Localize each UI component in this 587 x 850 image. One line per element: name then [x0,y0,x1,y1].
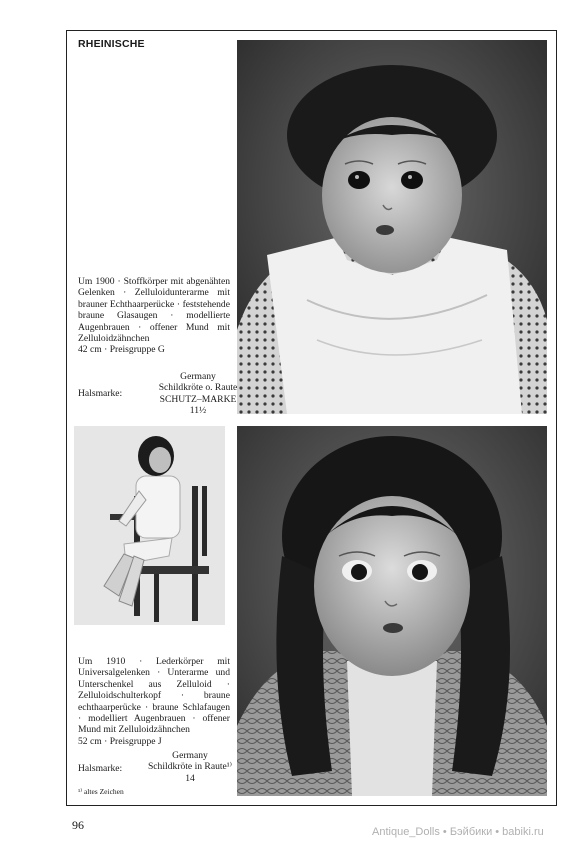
entry-2-mark-line: Schildkröte in Raute¹⁾ [147,761,233,773]
entry-1-mark-line: Schildkröte o. Raute [158,382,238,394]
entry-1-mark-line: SCHUTZ–MARKE [159,393,237,405]
footnote: ¹⁾ altes Zeichen [78,787,124,796]
doll-photo-1910 [237,426,547,796]
entry-2-mark-label: Halsmarke: [78,763,123,774]
entry-1-mark-line: 11½ [189,405,207,417]
section-header: RHEINISCHE [78,38,145,50]
entry-2-mark-line: Germany [172,750,208,761]
entry-1-mark-line: Germany [180,371,216,382]
watermark: Antique_Dolls • Бэйбики • babiki.ru [372,826,544,838]
doll-photo-1900 [237,40,547,414]
entry-2-description [78,656,230,747]
entry-1-mark-label: Halsmarke: [78,388,123,399]
entry-1-description [78,276,230,356]
entry-2-size: 52 cm · Preisgruppe J [78,735,162,747]
page-number: 96 [72,818,84,832]
doll-on-chair-photo [74,426,225,625]
entry-1-text: Um 1900 · Stoffkörper mit abgenähten Gelenken · Zelluloidunterarme mit brauner Echthaarperücke · feststehende braune Glasaugen · modellierte Augenbrauen · offener Mund mit Zelluloidzähnchen [78,276,230,345]
entry-1-size: 42 cm · Preisgruppe G [78,344,165,356]
entry-2-mark [140,750,240,784]
entry-1-mark [148,371,248,417]
entry-2-text: Um 1910 · Lederkörper mit Universalgelenken · Unterarme und Unterschenkel aus Zelluloid · Zelluloidschulterkopf · braune echthaarperücke · braune Schlafaugen · modelliert Augenbrauen · offener Mund mit Zelluloidzähnchen [78,656,230,736]
entry-2-mark-line: 14 [185,772,195,784]
